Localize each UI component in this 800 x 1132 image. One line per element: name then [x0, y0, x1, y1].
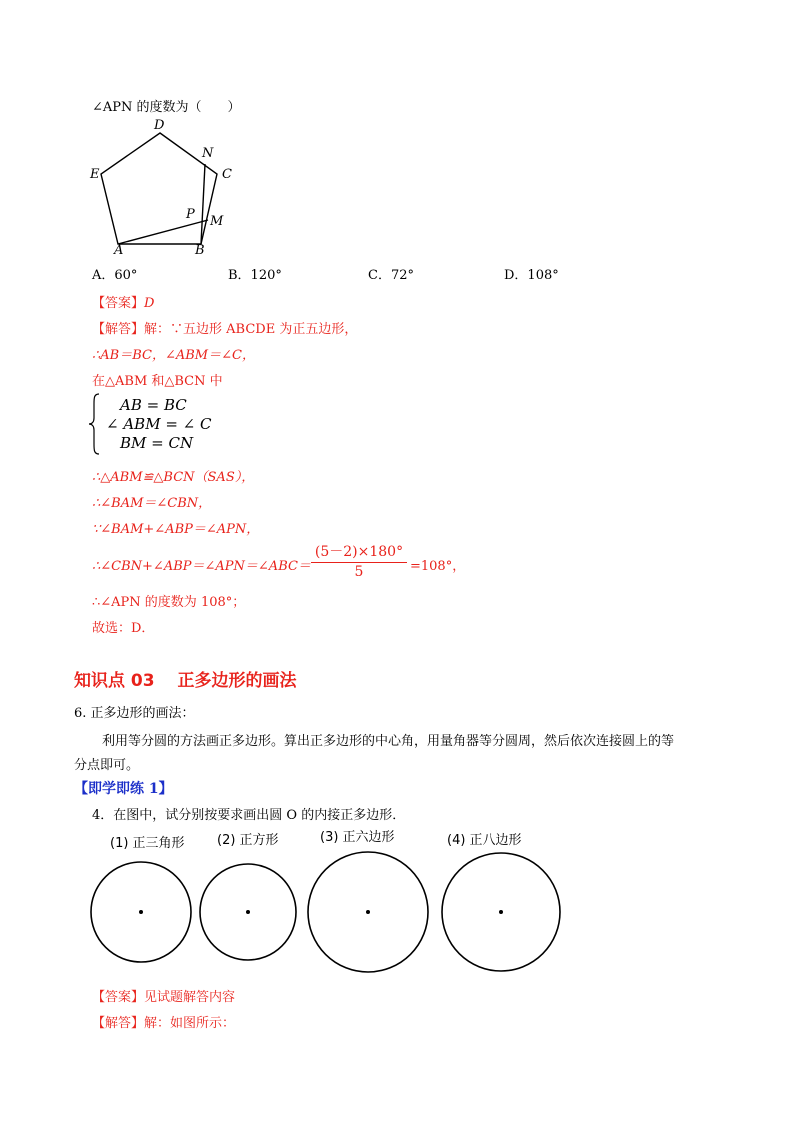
circle-label-2: (2) 正方形 — [217, 833, 279, 848]
label-c: C — [222, 167, 232, 182]
solution-line-1 — [92, 318, 357, 337]
system-line-2: ∠ ABM = ∠ C — [106, 415, 212, 433]
solution-line-9: 故选：D． — [92, 621, 155, 636]
center-dot-3 — [366, 910, 370, 914]
solution-line-3: 在△ABM 和△BCN 中 — [92, 374, 223, 389]
pentagon-figure — [86, 116, 236, 261]
solution-line-5: ∴∠BAM＝∠CBN， — [92, 496, 212, 511]
choice-b: B．120° — [228, 268, 282, 283]
circles-figure — [86, 850, 566, 980]
fraction-denominator: 5 — [354, 564, 364, 580]
fraction-numerator: (5－2)×180° — [314, 544, 404, 560]
solution-line-2: ∴AB＝BC，∠ABM＝∠C， — [92, 348, 255, 363]
item6-heading: 6. 正多边形的画法： — [74, 706, 195, 721]
circle-label-3: (3) 正六边形 — [320, 830, 395, 845]
answer-tag: 【答案】 — [92, 296, 145, 311]
section-title: 知识点 03 正多边形的画法 — [74, 671, 297, 691]
answer2-tag: 【答案】 — [92, 990, 145, 1005]
solution-tag: 【解答】 — [92, 322, 145, 337]
q4-stem: 4．在图中，试分别按要求画出圆 O 的内接正多边形． — [92, 808, 406, 823]
center-dot-2 — [246, 910, 250, 914]
solution-line-6: ∵∠BAM+∠ABP＝∠APN， — [92, 522, 260, 537]
question-stem: ∠APN 的度数为（ ） — [92, 100, 241, 115]
answer2-value: 见试题解答内容 — [144, 990, 236, 1005]
solution2-value: 解：如图所示： — [144, 1016, 236, 1031]
label-d: D — [154, 118, 165, 133]
system-line-3: BM = CN — [120, 434, 194, 452]
practice-tag: 【即学即练 1】 — [74, 781, 173, 797]
system-brace — [88, 392, 102, 456]
label-m: M — [210, 214, 224, 229]
fraction-bar — [311, 562, 407, 563]
answer-value: D — [144, 296, 155, 311]
circle-label-1: (1) 正三角形 — [110, 836, 185, 851]
choice-c: C．72° — [368, 268, 414, 283]
center-dot-1 — [139, 910, 143, 914]
solution-line-7-pre: ∴∠CBN+∠ABP＝∠APN＝∠ABC＝ — [92, 559, 311, 574]
center-dot-4 — [499, 910, 503, 914]
item6-body-1: 利用等分圆的方法画正多边形。算出正多边形的中心角，用量角器等分圆周，然后依次连接圆上的等 — [102, 734, 675, 749]
choice-d: D．108° — [504, 268, 559, 283]
circle-label-4: (4) 正八边形 — [447, 833, 522, 848]
label-b: B — [195, 243, 205, 258]
system-line-1: AB = BC — [120, 396, 187, 414]
solution2-tag: 【解答】 — [92, 1016, 145, 1031]
label-e: E — [90, 167, 100, 182]
label-n: N — [202, 146, 214, 161]
solution-text-1: 解：∵五边形 ABCDE 为正五边形， — [144, 322, 358, 337]
solution-line-7-post: =108°， — [410, 559, 466, 574]
solution2-line — [92, 1012, 235, 1031]
solution-line-8: ∴∠APN 的度数为 108°； — [92, 595, 246, 610]
answer-line — [92, 292, 154, 311]
fraction — [311, 541, 407, 580]
solution-line-4: ∴△ABM≌△BCN（SAS）， — [92, 470, 255, 485]
item6-body-2: 分点即可。 — [74, 758, 140, 773]
answer2-line — [92, 986, 235, 1005]
label-a: A — [114, 243, 124, 258]
label-p: P — [186, 207, 195, 222]
choice-a: A．60° — [92, 268, 138, 283]
